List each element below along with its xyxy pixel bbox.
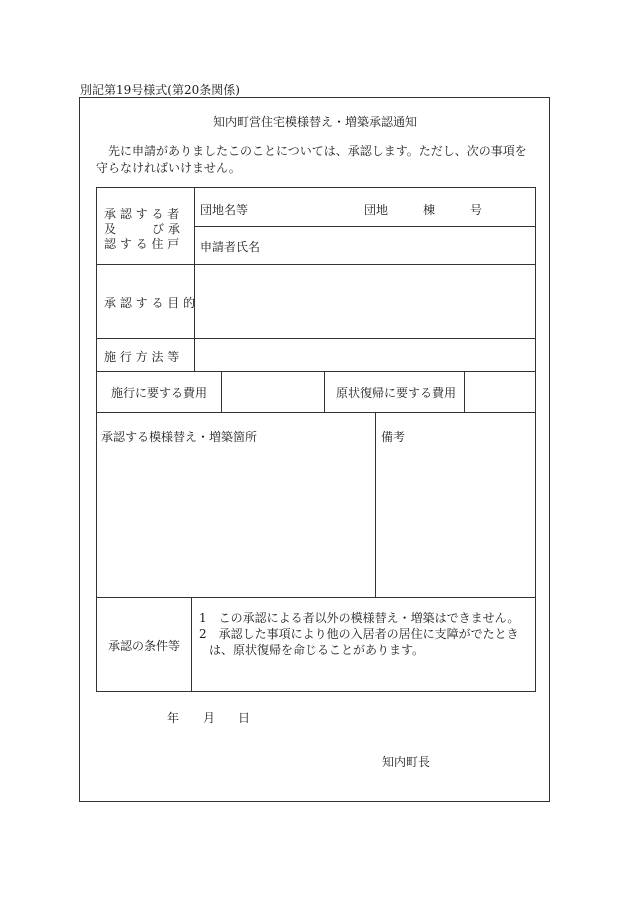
building-unit-label: 棟 xyxy=(423,203,436,217)
table-line-conditions-divider xyxy=(191,597,192,691)
modification-location-label: 承認する模様替え・増築箇所 xyxy=(101,430,258,444)
condition-2-line2: は、原状復帰を命じることがあります。 xyxy=(209,643,425,657)
table-line-bottom xyxy=(96,691,535,692)
table-line-right xyxy=(535,187,536,692)
table-line-purpose-bottom xyxy=(96,338,535,339)
table-line-restore-divider xyxy=(324,371,325,412)
approved-person-label-line1: 承 認 す る 者 xyxy=(104,207,180,221)
conditions-label: 承認の条件等 xyxy=(108,639,181,653)
danchi-name-label: 団地名等 xyxy=(200,203,249,217)
purpose-label: 承 認 す る 目 的 xyxy=(104,296,196,310)
approved-person-label-line2: 及 び 承 xyxy=(104,222,180,236)
approval-table xyxy=(96,187,535,692)
table-line-method-bottom xyxy=(96,371,535,372)
room-number-label: 号 xyxy=(470,203,483,217)
table-line-remarks-divider xyxy=(375,412,376,597)
table-line-cost-bottom xyxy=(96,412,535,413)
form-number-label: 別記第19号様式(第20条関係) xyxy=(80,83,240,97)
date-day: 日 xyxy=(238,711,251,725)
issuer-mayor: 知内町長 xyxy=(382,755,431,769)
table-line-top xyxy=(96,187,535,188)
condition-2-line1: 2 承認した事項により他の入居者の居住に支障がでたとき xyxy=(199,627,519,641)
table-line-restore-value-divider xyxy=(464,371,465,412)
table-line-cost-divider xyxy=(221,371,222,412)
intro-text: 先に申請がありましたこのことについては、承認します。ただし、次の事項を守らなければいけません。 xyxy=(96,144,527,175)
table-line-danchi-bottom xyxy=(194,226,535,227)
condition-1: 1 この承認による者以外の模様替え・増築はできません。 xyxy=(199,611,520,625)
date-year: 年 xyxy=(167,711,180,725)
document-title: 知内町営住宅模様替え・増築承認通知 xyxy=(212,115,417,129)
table-line-row1-bottom xyxy=(96,264,535,265)
construction-cost-label: 施行に要する費用 xyxy=(111,386,208,400)
approved-person-label-line3: 認 す る 住 戸 xyxy=(104,237,180,251)
table-line-label-col xyxy=(194,187,195,371)
table-line-left xyxy=(96,187,97,692)
danchi-unit-label: 団地 xyxy=(364,203,389,217)
date-month: 月 xyxy=(203,711,216,725)
method-label: 施 行 方 法 等 xyxy=(104,350,180,364)
table-line-location-bottom xyxy=(96,597,535,598)
applicant-name-label: 申請者氏名 xyxy=(200,240,261,254)
restoration-cost-label: 原状復帰に要する費用 xyxy=(336,386,457,400)
remarks-label: 備考 xyxy=(381,430,406,444)
